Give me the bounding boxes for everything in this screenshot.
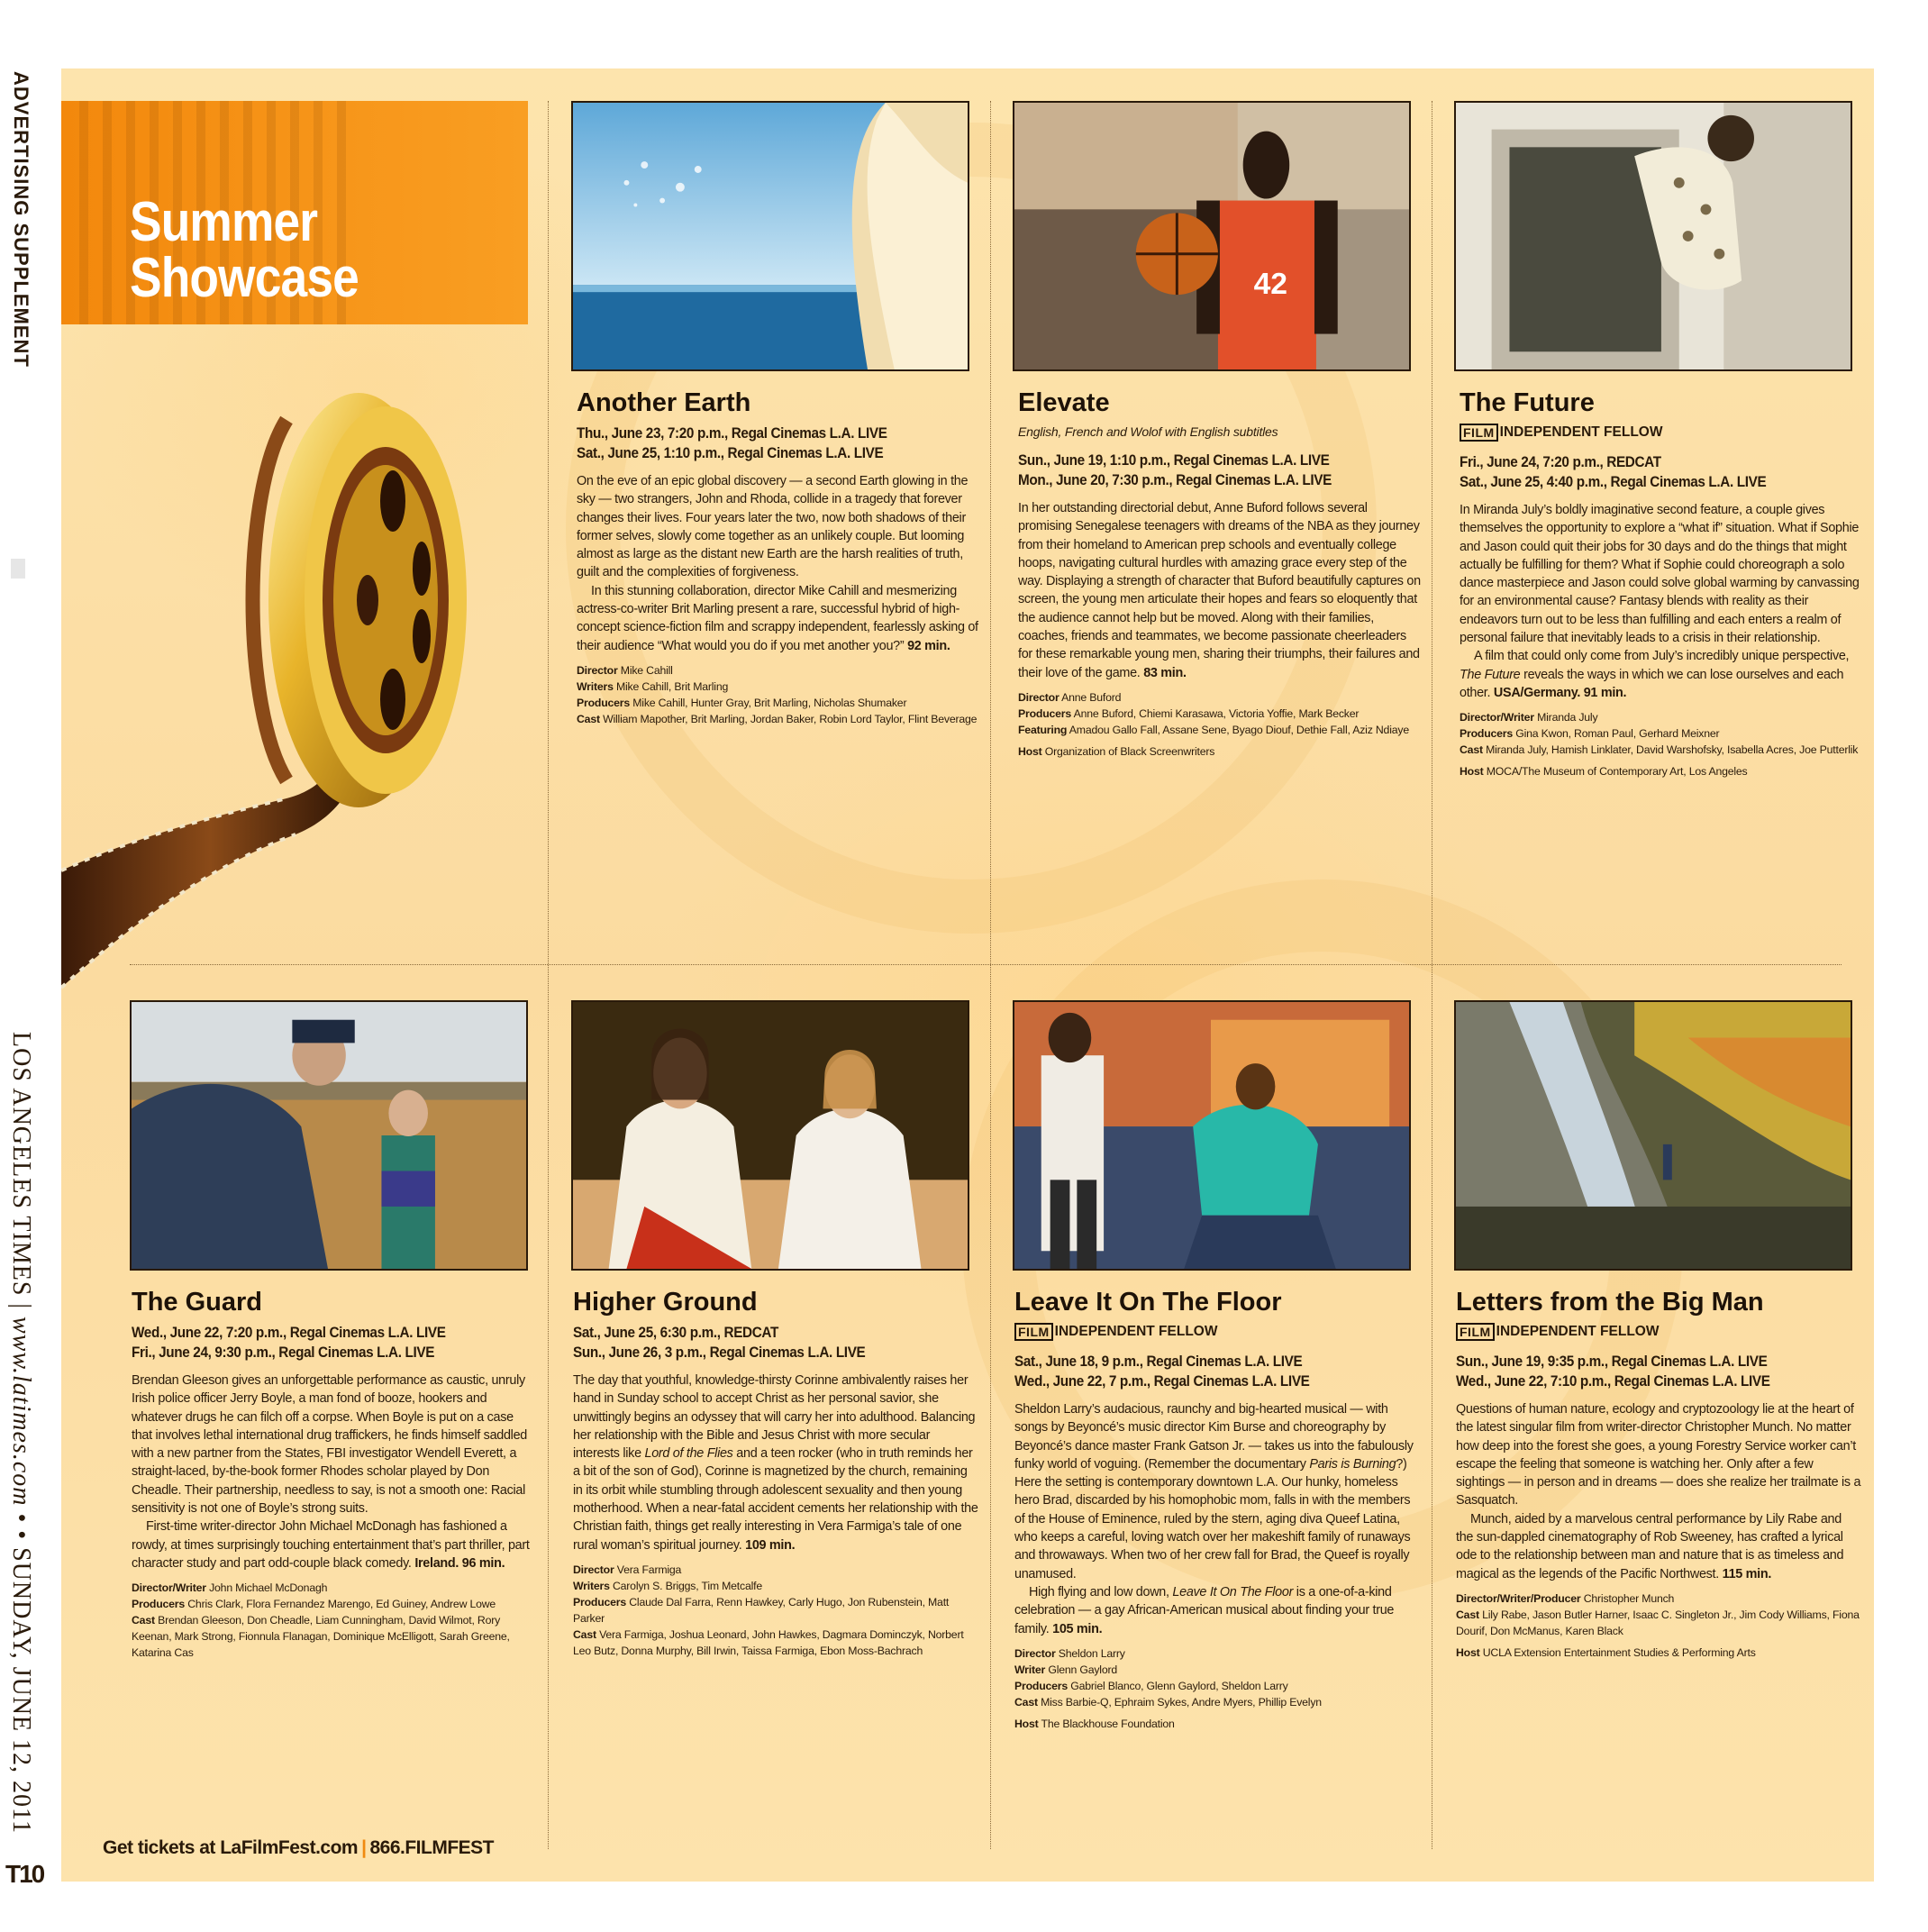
publication-date: SUNDAY, JUNE 12, 2011 <box>7 1547 35 1834</box>
screening-time: Wed., June 22, 7:20 p.m., Regal Cinemas L.A. LIVE <box>132 1324 446 1341</box>
film-entry-letters-from-the-big-man <box>1456 1287 1861 1661</box>
column-divider <box>548 101 549 1849</box>
film-title: The Guard <box>132 1288 263 1317</box>
host-line: Host The Blackhouse Foundation <box>1014 1717 1175 1730</box>
another-earth-photo <box>571 101 969 371</box>
screenings <box>577 424 982 463</box>
row-divider <box>130 964 1842 965</box>
film-title: The Future <box>1460 388 1595 417</box>
host-line: Host MOCA/The Museum of Contemporary Art, Los Angeles <box>1460 765 1748 779</box>
credit-line: Producers Gina Kwon, Roman Paul, Gerhard Meixner <box>1460 727 1720 741</box>
screenings <box>132 1323 537 1362</box>
film-description <box>577 472 982 655</box>
credit-line: Featuring Amadou Gallo Fall, Assane Sene, Byago Diouf, Dethie Fall, Aziz Ndiaye <box>1018 723 1409 736</box>
margin-mark <box>11 559 25 579</box>
runtime: 105 min. <box>1052 1621 1103 1636</box>
description-paragraph: In Miranda July’s boldly imaginative second feature, a couple gives themselves the opportunity to explore a “what if” situation. What if Sophie and Jason could quit their jobs for 30 days and do the things that might actually be fulfilling for them? What if Sophie could choreograph a solo dance masterpiece and Jason could solve global warming by canvassing for an environmental cause? Fantasy blends with reality as their endeavors turn out to be less than fulfilling and each enters a realm of personal failure that inevitably leads to a crisis in their relationship. <box>1460 503 1860 646</box>
credit-line: Director Sheldon Larry <box>1014 1646 1125 1660</box>
host-line: Host Organization of Black Screenwriters <box>1018 744 1215 758</box>
ticket-footer: Get tickets at LaFilmFest.com | 866.FILMFEST <box>103 1837 495 1858</box>
film-entry-the-future <box>1460 387 1865 779</box>
film-description <box>1460 501 1865 702</box>
language-note: English, French and Wolof with English subtitles <box>1018 424 1278 439</box>
description-paragraph: Munch, aided by a marvelous central performance by Lily Rabe and the sun-dappled cinematography of Rob Sweeney, has crafted a lyrical ode to the relationship between man and nature that is as timeless and magical as the legends of the Pacific Northwest. 115 min. <box>1456 1511 1844 1581</box>
description-paragraph: The day that youthful, knowledge-thirsty Corinne ambivalently raises her hand in Sunday school to accept Christ as her personal savior, she unwittingly begins an odyssey that will carry her into adulthood. Balancing her relationship with the Bible and Jesus Christ with more secular interests like Lord of the Flies and a teen rocker (who in truth reminds her a bit of the son of God), Corinne is magnetized by the church, remaining in its orbit while stumbling through adolescent sexuality and then young motherhood. When a near-fatal accident cements her relationship with the Christian faith, things get really interesting in Vera Farmiga’s tale of one rural woman’s spiritual journey. 109 min. <box>573 1373 978 1553</box>
film-reel-illustration <box>61 366 530 1051</box>
screenings <box>573 1323 978 1362</box>
screening-time: Wed., June 22, 7:10 p.m., Regal Cinemas L.A. LIVE <box>1456 1372 1770 1390</box>
credit-line: Director/Writer John Michael McDonagh <box>132 1581 328 1595</box>
film-description <box>573 1372 978 1554</box>
description-paragraph: Questions of human nature, ecology and cryptozoology lie at the heart of the latest singular film from writer-director Christopher Munch. No matter how deep into the forest she goes, a young Forestry Service worker can’t escape the feeling that someone is watching her. Only after a few sightings — in person and in dreams — does she realize her trailmate is a Sasquatch. <box>1456 1402 1861 1508</box>
screening-time: Sat., June 25, 4:40 p.m., Regal Cinemas L.A. LIVE <box>1460 473 1767 490</box>
screening-time: Sat., June 25, 6:30 p.m., REDCAT <box>573 1324 778 1341</box>
credit-line: Cast Lily Rabe, Jason Butler Harner, Isaac C. Singleton Jr., Jim Cody Williams, Fiona Dourif, Don McManus, Karen Black <box>1456 1608 1860 1637</box>
credit-line: Director/Writer Miranda July <box>1460 711 1598 724</box>
runtime: 83 min. <box>1143 665 1187 680</box>
runtime: USA/Germany. 91 min. <box>1493 685 1627 700</box>
screenings <box>1018 451 1423 490</box>
film-title: Another Earth <box>577 388 751 417</box>
description-paragraph: High flying and low down, Leave It On The Floor is a one-of-a-kind celebration — a gay African-American musical about finding your true family. 105 min. <box>1014 1584 1395 1636</box>
film-title: Leave It On The Floor <box>1014 1288 1282 1317</box>
description-paragraph: On the eve of an epic global discovery — a second Earth glowing in the sky — two strangers, John and Rhoda, collide in a tragedy that forever changes their lives. Four years later the two, now both shadows of their former selves, slowly come together as an unlikely couple. But looming almost as large as the distant new Earth are the harsh realities of truth, guilt and the complexities of forgiveness. <box>577 474 969 580</box>
description-paragraph: Sheldon Larry’s audacious, raunchy and big-hearted musical — with songs by Beyoncé’s music director Kim Burse and choreography by Beyoncé’s dance master Frank Gatson Jr. — takes us into the fabulously funky world of voguing. (Remember the documentary Paris is Burning?) Here the setting is contemporary downtown L.A. Our hunky, homeless hero Brad, discarded by his homophobic mom, falls in with the members of the House of Eminence, ruled by the stern, aging diva Queef Latina, who keeps a careful, loving watch over her makeshift family of runaways and throwaways. When two of her crew fall for Brad, the Queef is royally unamused. <box>1014 1402 1414 1581</box>
film-credits <box>573 1562 978 1659</box>
screenings <box>1014 1352 1420 1391</box>
screening-time: Mon., June 20, 7:30 p.m., Regal Cinemas L.A. LIVE <box>1018 471 1332 488</box>
screening-time: Thu., June 23, 7:20 p.m., Regal Cinemas L.A. LIVE <box>577 424 887 442</box>
credit-line: Director Vera Farmiga <box>573 1563 682 1576</box>
description-paragraph: Brendan Gleeson gives an unforgettable performance as caustic, unruly Irish police officer Jerry Boyle, a man fond of booze, hookers and whatever drugs he can filch off a corpse. When Boyle is put on a case that involves lethal international drug traffickers, he finds himself saddled with a new partner from the States, FBI investigator Wendell Everett, a straight-laced, by-the-book former Rhodes scholar played by Don Cheadle. Their partnership, needless to say, is not a smooth one: Racial sensitivity is not one of Boyle’s strong suits. <box>132 1373 527 1517</box>
film-description <box>1014 1400 1420 1638</box>
film-entry-elevate <box>1018 387 1423 760</box>
film-credits <box>1456 1590 1861 1661</box>
film-title: Higher Ground <box>573 1288 758 1317</box>
screening-time: Sun., June 26, 3 p.m., Regal Cinemas L.A. LIVE <box>573 1344 866 1361</box>
screenings <box>1460 452 1865 492</box>
runtime: 109 min. <box>745 1537 796 1553</box>
publication-website: www.latimes.com <box>7 1317 35 1507</box>
film-credits <box>132 1580 537 1661</box>
screening-time: Fri., June 24, 7:20 p.m., REDCAT <box>1460 453 1661 470</box>
runtime: 92 min. <box>907 638 950 653</box>
screening-time: Sat., June 25, 1:10 p.m., Regal Cinemas L.A. LIVE <box>577 444 884 461</box>
summer-showcase-header <box>61 101 528 324</box>
film-credits <box>1460 709 1865 779</box>
the-guard-photo <box>130 1000 528 1271</box>
credit-line: Director Mike Cahill <box>577 663 673 677</box>
film-independent-fellow-badge: FILM INDEPENDENT FELLOW <box>1456 1323 1861 1341</box>
credit-line: Cast Miss Barbie-Q, Ephraim Sykes, Andre Myers, Phillip Evelyn <box>1014 1695 1322 1709</box>
description-paragraph: In her outstanding directorial debut, Anne Buford follows several promising Senegalese teenagers with dreams of the NBA as they journey from their homeland to American prep schools and eventually college hoops, navigating cultural hurdles with amazing grace every step of the way. Displaying a strength of character that Buford beautifully captures on screen, the young men articulate their hopes and fears so eloquently that the audience cannot help but be moved. Along with their families, coaches, friends and teammates, we become passionate cheerleaders for these remarkable young men, sharing their triumphs, their failures and their love of the game. 83 min. <box>1018 501 1421 680</box>
column-divider <box>990 101 991 1849</box>
credit-line: Producers Mike Cahill, Hunter Gray, Brit Marling, Nicholas Shumaker <box>577 696 907 709</box>
credit-line: Cast Miranda July, Hamish Linklater, David Warshofsky, Isabella Acres, Joe Putterlik <box>1460 743 1859 757</box>
showcase-panel <box>61 68 1874 1882</box>
screening-time: Sun., June 19, 9:35 p.m., Regal Cinemas L.A. LIVE <box>1456 1353 1768 1370</box>
description-paragraph: First-time writer-director John Michael McDonagh has fashioned a rowdy, at times surprisingly touching entertainment that’s part thriller, part character study and part odd-couple black comedy. Ireland. 96 min. <box>132 1519 530 1571</box>
credit-line: Cast Vera Farmiga, Joshua Leonard, John Hawkes, Dagmara Dominczyk, Norbert Leo Butz, Donna Murphy, Bill Irwin, Taissa Farmiga, Ebon Moss-Bachrach <box>573 1627 964 1657</box>
publication-name: LOS ANGELES TIMES <box>7 1032 35 1297</box>
description-paragraph: In this stunning collaboration, director Mike Cahill and mesmerizing actress-co-writer Brit Marling present a rare, successful hybrid of high-concept science-fiction film and scrappy independent, fearlessly asking of their audience “What would you do if you met another you?” 92 min. <box>577 583 978 653</box>
page-title: Summer Showcase <box>130 191 359 309</box>
elevate-photo <box>1013 101 1411 371</box>
film-entry-another-earth <box>577 387 982 727</box>
tickets-link[interactable]: Get tickets at LaFilmFest.com <box>103 1837 359 1858</box>
credit-line: Producers Chris Clark, Flora Fernandez Marengo, Ed Guiney, Andrew Lowe <box>132 1598 496 1611</box>
film-entry-leave-it-on-the-floor <box>1014 1287 1420 1732</box>
film-title: Elevate <box>1018 388 1110 417</box>
credit-line: Writers Mike Cahill, Brit Marling <box>577 679 729 693</box>
runtime: 115 min. <box>1722 1566 1772 1581</box>
credit-line: Writers Carolyn S. Briggs, Tim Metcalfe <box>573 1579 762 1592</box>
credit-line: Producers Gabriel Blanco, Glenn Gaylord, Sheldon Larry <box>1014 1679 1288 1692</box>
screening-time: Wed., June 22, 7 p.m., Regal Cinemas L.A. LIVE <box>1014 1372 1310 1390</box>
host-line: Host UCLA Extension Entertainment Studies & Performing Arts <box>1456 1645 1756 1659</box>
screening-time: Sun., June 19, 1:10 p.m., Regal Cinemas L.A. LIVE <box>1018 451 1330 469</box>
credit-line: Producers Claude Dal Farra, Renn Hawkey, Carly Hugo, Jon Rubenstein, Matt Parker <box>573 1595 950 1625</box>
film-description <box>1456 1400 1861 1583</box>
film-description <box>1018 499 1423 682</box>
screenings <box>1456 1352 1861 1391</box>
advertising-supplement-label: ADVERTISING SUPPLEMENT <box>10 70 32 368</box>
leave-it-on-the-floor-photo <box>1013 1000 1411 1271</box>
credit-line: Producers Anne Buford, Chiemi Karasawa, Victoria Yoffie, Mark Becker <box>1018 706 1360 720</box>
runtime: Ireland. 96 min. <box>414 1555 505 1571</box>
svg-text:42: 42 <box>1253 268 1288 302</box>
film-description <box>132 1372 537 1572</box>
publication-line: LOS ANGELES TIMES | www.latimes.com • • SUNDAY, JUNE 12, 2011 <box>7 1032 35 1834</box>
film-entry-higher-ground <box>573 1287 978 1659</box>
tickets-phone: 866.FILMFEST <box>369 1837 495 1858</box>
credit-line: Cast William Mapother, Brit Marling, Jordan Baker, Robin Lord Taylor, Flint Beverage <box>577 712 978 725</box>
film-credits <box>1014 1645 1420 1732</box>
description-paragraph: A film that could only come from July’s incredibly unique perspective, The Future reveals the ways in which we can lose ourselves and each other. USA/Germany. 91 min. <box>1460 649 1850 700</box>
credit-line: Writer Glenn Gaylord <box>1014 1663 1118 1676</box>
film-credits <box>577 662 982 727</box>
the-future-photo <box>1454 101 1852 371</box>
higher-ground-photo <box>571 1000 969 1271</box>
film-credits <box>1018 689 1423 760</box>
page-number: T10 <box>5 1860 44 1888</box>
film-independent-fellow-badge: FILM INDEPENDENT FELLOW <box>1014 1323 1420 1341</box>
film-title: Letters from the Big Man <box>1456 1288 1764 1317</box>
film-entry-the-guard <box>132 1287 537 1661</box>
screening-time: Fri., June 24, 9:30 p.m., Regal Cinemas L.A. LIVE <box>132 1344 435 1361</box>
screening-time: Sat., June 18, 9 p.m., Regal Cinemas L.A. LIVE <box>1014 1353 1303 1370</box>
letters-from-the-big-man-photo <box>1454 1000 1852 1271</box>
credit-line: Cast Brendan Gleeson, Don Cheadle, Liam Cunningham, David Wilmot, Rory Keenan, Mark Strong, Fionnula Flanagan, Dominique McElligott, Sarah Greene, Katarina Cas <box>132 1614 510 1660</box>
credit-line: Director Anne Buford <box>1018 690 1122 704</box>
credit-line: Director/Writer/Producer Christopher Munch <box>1456 1591 1675 1605</box>
film-independent-fellow-badge: FILM INDEPENDENT FELLOW <box>1460 424 1865 442</box>
